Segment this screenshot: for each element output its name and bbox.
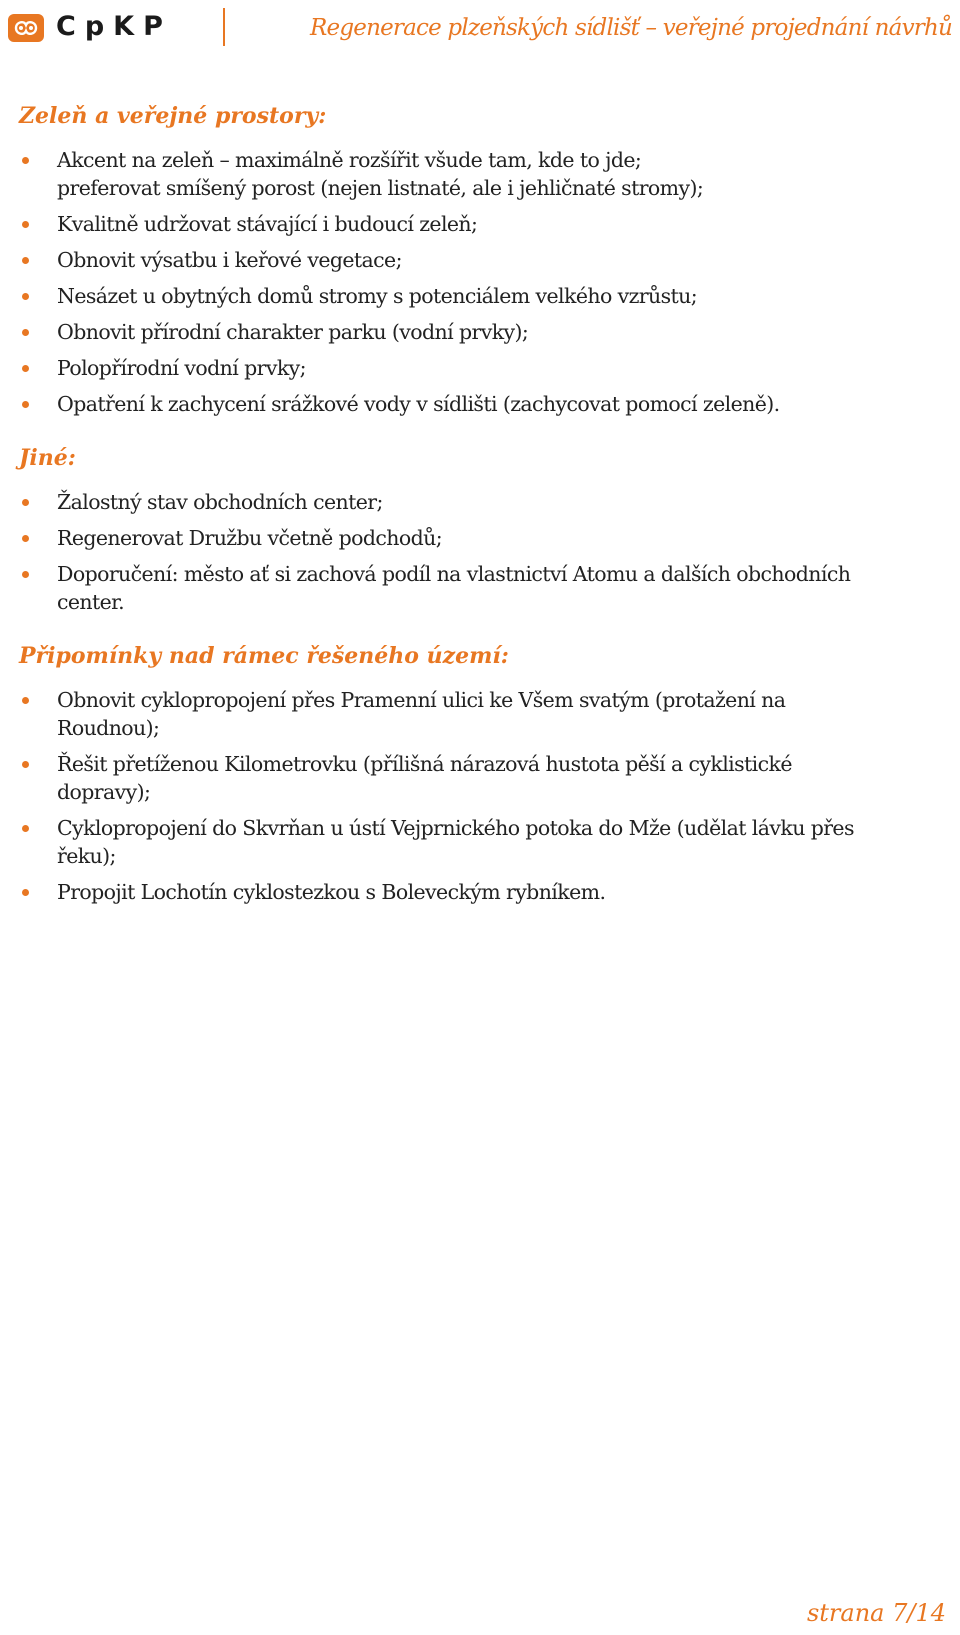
document-section [19,640,945,906]
document-body [19,100,945,930]
section-heading: Jiné: [19,445,76,471]
list-item [19,686,945,742]
bullet-icon [22,761,29,768]
list-item [19,354,945,382]
section-heading: Zeleň a veřejné prostory: [19,103,327,129]
list-item [19,750,945,806]
list-item [19,488,945,516]
list-item [19,246,945,274]
bullet-icon [22,293,29,300]
section-heading: Připomínky nad rámec řešeného území: [19,643,509,669]
page-header [0,0,960,56]
bullet-list [19,686,945,906]
cpkp-logo [8,10,223,46]
list-item-text: dopravy); [57,780,151,804]
list-item-text: Akcent na zeleň – maximálně rozšířit všude tam, kde to jde; [57,148,642,172]
bullet-icon [22,365,29,372]
list-item [19,282,945,310]
header-title: Regenerace plzeňských sídlišť – veřejné projednání návrhů [310,15,952,41]
list-item-text: Kvalitně udržovat stávající i budoucí zeleň; [57,212,478,236]
list-item-text: Žalostný stav obchodních center; [57,490,383,514]
document-section [19,100,945,418]
list-item-text: Řešit přetíženou Kilometrovku (přílišná nárazová hustota pěší a cyklistické [57,752,792,776]
logo-text: CpKP [56,11,172,42]
list-item-text: Roudnou); [57,716,160,740]
bullet-icon [22,499,29,506]
bullet-icon [22,697,29,704]
bullet-list [19,146,945,418]
list-item-text: Nesázet u obytných domů stromy s potenciálem velkého vzrůstu; [57,284,698,308]
list-item [19,524,945,552]
bullet-icon [22,889,29,896]
header-divider [223,8,225,46]
bullet-icon [22,221,29,228]
list-item [19,878,945,906]
list-item [19,146,945,202]
list-item [19,560,945,616]
bullet-icon [22,329,29,336]
page-number: strana 7/14 [806,1599,946,1627]
list-item-text: Propojit Lochotín cyklostezkou s Boleveckým rybníkem. [57,880,606,904]
list-item-text: Polopřírodní vodní prvky; [57,356,306,380]
list-item-text: preferovat smíšený porost (nejen listnaté, ale i jehličnaté stromy); [57,176,704,200]
list-item-text: Obnovit cyklopropojení přes Pramenní ulici ke Všem svatým (protažení na [57,688,786,712]
cpkp-logo-icon [8,14,44,42]
list-item-text: center. [57,590,125,614]
list-item-text: Doporučení: město ať si zachová podíl na vlastnictví Atomu a dalších obchodních [57,562,851,586]
bullet-icon [22,571,29,578]
list-item [19,814,945,870]
bullet-list [19,488,945,616]
bullet-icon [22,535,29,542]
bullet-icon [22,157,29,164]
list-item-text: Opatření k zachycení srážkové vody v sídlišti (zachycovat pomocí zeleně). [57,392,780,416]
list-item [19,390,945,418]
list-item-text: Cyklopropojení do Skvrňan u ústí Vejprnického potoka do Mže (udělat lávku přes [57,816,854,840]
bullet-icon [22,257,29,264]
bullet-icon [22,825,29,832]
list-item [19,318,945,346]
list-item-text: řeku); [57,844,116,868]
list-item-text: Obnovit přírodní charakter parku (vodní prvky); [57,320,529,344]
list-item-text: Obnovit výsatbu i keřové vegetace; [57,248,402,272]
bullet-icon [22,401,29,408]
list-item [19,210,945,238]
document-section [19,442,945,616]
list-item-text: Regenerovat Družbu včetně podchodů; [57,526,443,550]
